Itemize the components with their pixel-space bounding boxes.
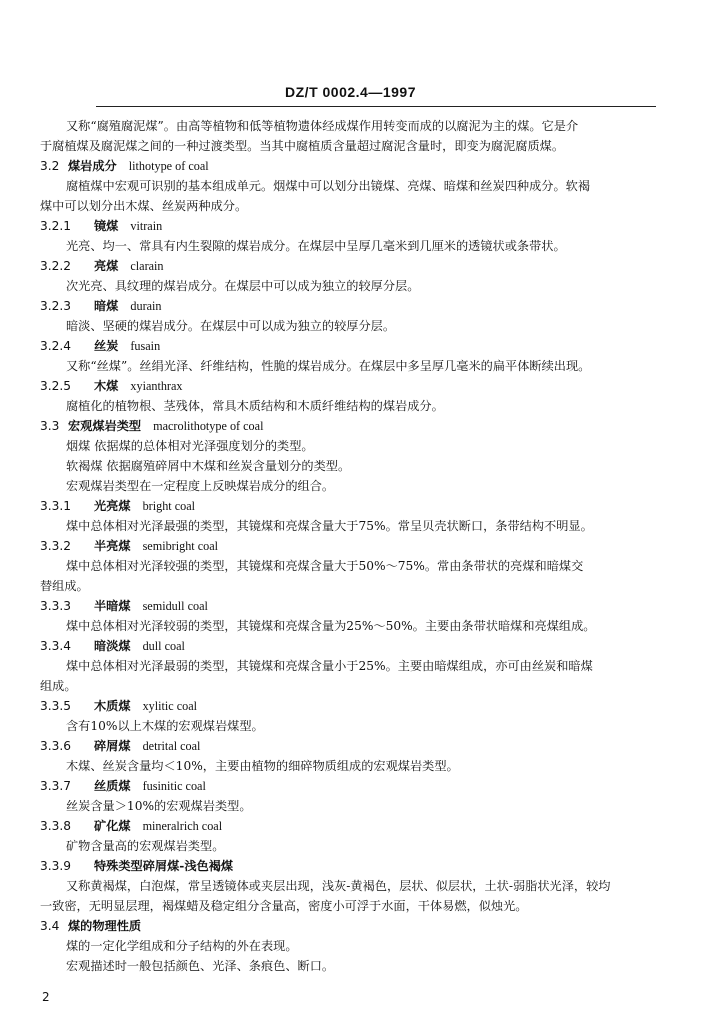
standard-code-header: DZ/T 0002.4—1997 xyxy=(285,84,416,100)
section-3-3-5-heading: 3.3.5 木质煤 xylitic coal xyxy=(40,699,198,713)
section-3-2-5-heading: 3.2.5 木煤 xyianthrax xyxy=(40,379,183,393)
section-3-2-1-body: 光亮、均一、常具有内生裂隙的煤岩成分。在煤层中呈厚几毫米到几厘米的透镜状或条带状。 xyxy=(66,239,566,253)
section-3-2-2-heading: 3.2.2 亮煤 clarain xyxy=(40,259,164,273)
section-3-2-2-body: 次光亮、具纹理的煤岩成分。在煤层中可以成为独立的较厚分层。 xyxy=(66,279,420,293)
section-3-3-1-body: 煤中总体相对光泽最强的类型，其镜煤和亮煤含量大于75%。常呈贝壳状断口，条带结构不明显。 xyxy=(66,519,593,533)
section-3-2-5-body: 腐植化的植物根、茎残体，常具木质结构和木质纤维结构的煤岩成分。 xyxy=(66,399,444,413)
section-3-3-3-heading: 3.3.3 半暗煤 semidull coal xyxy=(40,599,208,613)
section-3-3-5-body: 含有10%以上木煤的宏观煤岩煤型。 xyxy=(66,719,264,733)
section-3-2-body-2: 煤中可以划分出木煤、丝炭两种成分。 xyxy=(40,199,248,213)
section-3-2-4-body: 又称“丝煤”。丝绢光泽、纤维结构，性脆的煤岩成分。在煤层中多呈厚几毫米的扁平体断续出现。 xyxy=(66,359,591,373)
section-3-3-9-body-2: 一致密，无明显层理，褐煤蜡及稳定组分含量高，密度小可浮于水面，干体易燃，似烛光。 xyxy=(40,899,528,913)
section-3-4-body-2: 宏观描述时一般包括颜色、光泽、条痕色、断口。 xyxy=(66,959,335,973)
section-3-3-7-body: 丝炭含量＞10%的宏观煤岩类型。 xyxy=(66,799,252,813)
header-rule xyxy=(96,106,656,107)
section-3-3-body-1: 烟煤 依据煤的总体相对光泽强度划分的类型。 xyxy=(66,439,314,453)
section-3-2-3-heading: 3.2.3 暗煤 durain xyxy=(40,299,162,313)
section-3-3-body-2: 软褐煤 依据腐殖碎屑中木煤和丝炭含量划分的类型。 xyxy=(66,459,351,473)
section-3-3-body-3: 宏观煤岩类型在一定程度上反映煤岩成分的组合。 xyxy=(66,479,335,493)
section-3-3-4-body-1: 煤中总体相对光泽最弱的类型，其镜煤和亮煤含量小于25%。主要由暗煤组成，亦可由丝炭和暗煤 xyxy=(66,659,593,673)
section-3-2-4-heading: 3.2.4 丝炭 fusain xyxy=(40,339,161,353)
section-3-3-9-heading: 3.3.9 特殊类型碎屑煤-浅色褐煤 xyxy=(40,859,234,873)
section-3-3-6-body: 木煤、丝炭含量均＜10%，主要由植物的细碎物质组成的宏观煤岩类型。 xyxy=(66,759,459,773)
section-3-4-body-1: 煤的一定化学组成和分子结构的外在表现。 xyxy=(66,939,298,953)
section-3-3-1-heading: 3.3.1 光亮煤 bright coal xyxy=(40,499,196,513)
section-3-3-7-heading: 3.3.7 丝质煤 fusinitic coal xyxy=(40,779,206,793)
intro-line-2: 于腐植煤及腐泥煤之间的一种过渡类型。当其中腐植质含量超过腐泥含量时，即变为腐泥腐质煤。 xyxy=(40,139,565,153)
section-3-2-body-1: 腐植煤中宏观可识别的基本组成单元。烟煤中可以划分出镜煤、亮煤、暗煤和丝炭四种成分。软褐 xyxy=(66,179,591,193)
section-3-3-3-body: 煤中总体相对光泽较弱的类型，其镜煤和亮煤含量为25%～50%。主要由条带状暗煤和亮煤组成。 xyxy=(66,619,596,633)
section-3-3-4-body-2: 组成。 xyxy=(40,679,77,693)
intro-line-1: 又称“腐殖腐泥煤”。由高等植物和低等植物遗体经成煤作用转变而成的以腐泥为主的煤。它是介 xyxy=(66,119,579,133)
section-3-2-1-heading: 3.2.1 镜煤 vitrain xyxy=(40,219,163,233)
section-3-2-heading: 3.2 煤岩成分 lithotype of coal xyxy=(40,159,209,173)
section-3-3-9-body-1: 又称黄褐煤，白泡煤，常呈透镜体或夹层出现，浅灰-黄褐色，层状、似层状，土状-弱脂状光泽，较均 xyxy=(66,879,611,893)
section-3-3-2-body-2: 替组成。 xyxy=(40,579,89,593)
section-3-3-2-heading: 3.3.2 半亮煤 semibright coal xyxy=(40,539,219,553)
section-3-2-3-body: 暗淡、坚硬的煤岩成分。在煤层中可以成为独立的较厚分层。 xyxy=(66,319,396,333)
section-3-4-heading: 3.4 煤的物理性质 xyxy=(40,919,142,933)
page-number: 2 xyxy=(42,990,50,1004)
section-3-3-2-body-1: 煤中总体相对光泽较强的类型，其镜煤和亮煤含量大于50%～75%。常由条带状的亮煤和暗煤交 xyxy=(66,559,584,573)
section-3-3-6-heading: 3.3.6 碎屑煤 detrital coal xyxy=(40,739,201,753)
section-3-3-8-heading: 3.3.8 矿化煤 mineralrich coal xyxy=(40,819,223,833)
document-body xyxy=(40,116,660,976)
section-3-3-4-heading: 3.3.4 暗淡煤 dull coal xyxy=(40,639,185,653)
section-3-3-heading: 3.3 宏观煤岩类型 macrolithotype of coal xyxy=(40,419,264,433)
section-3-3-8-body: 矿物含量高的宏观煤岩类型。 xyxy=(66,839,225,853)
